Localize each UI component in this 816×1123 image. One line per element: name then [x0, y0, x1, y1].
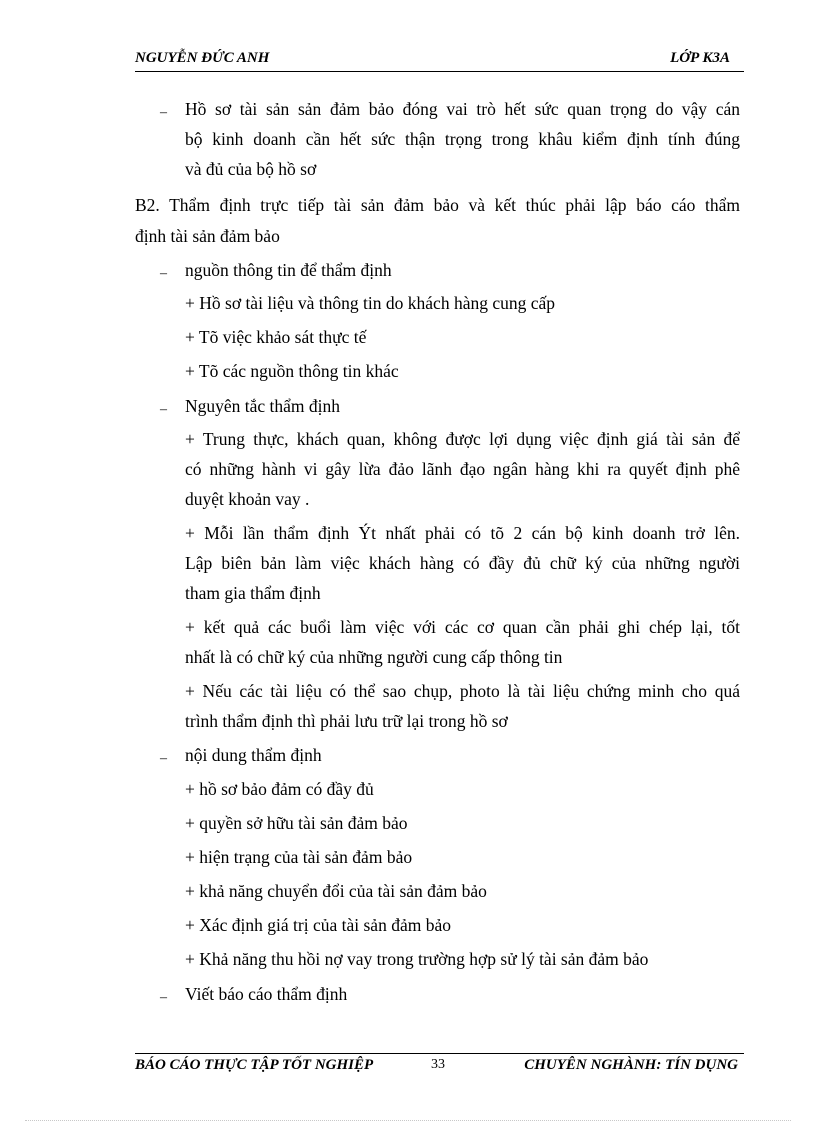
footer-rule	[135, 1053, 744, 1054]
text-line: và đủ của bộ hồ sơ	[185, 159, 317, 179]
bullet-dash-icon: –	[160, 990, 167, 1005]
text-line: B2. Thẩm định trực tiếp tài sản đảm bảo và kết thúc phải lập báo cáo thẩm	[135, 195, 740, 215]
text-line: nguồn thông tin để thẩm định	[185, 260, 392, 280]
text-line: + Xác định giá trị của tài sản đảm bảo	[185, 915, 451, 935]
bullet-dash-icon: –	[160, 751, 167, 766]
page-header	[135, 50, 744, 70]
text-line: + khả năng chuyển đổi của tài sản đảm bảo	[185, 881, 487, 901]
bullet-dash-icon: –	[160, 105, 167, 120]
text-line: + Tõ các nguồn thông tin khác	[185, 361, 399, 381]
text-line: + kết quả các buổi làm việc với các cơ quan cần phải ghi chép lại, tốt	[185, 617, 740, 637]
page-footer	[135, 1057, 744, 1077]
text-line: nội dung thẩm định	[185, 745, 322, 765]
text-line: + Tõ việc khảo sát thực tế	[185, 327, 367, 347]
text-line: Hồ sơ tài sản sản đảm bảo đóng vai trò hết sức quan trọng do vậy cán	[185, 99, 740, 119]
bullet-dash-icon: –	[160, 266, 167, 281]
page-number: 33	[431, 1057, 445, 1072]
text-line: có những hành vi gây lừa đảo lãnh đạo ngân hàng khi ra quyết định phê	[185, 459, 740, 479]
page-bottom-divider	[25, 1120, 791, 1121]
text-line: bộ kinh doanh cần hết sức thận trọng trong khâu kiểm định tính đúng	[185, 129, 740, 149]
text-line: + hiện trạng của tài sản đảm bảo	[185, 847, 413, 867]
text-line: + Nếu các tài liệu có thể sao chụp, photo là tài liệu chứng minh cho quá	[185, 681, 740, 701]
header-author: NGUYỄN ĐỨC ANH	[135, 50, 270, 66]
text-line: Lập biên bản làm việc khách hàng có đầy đủ chữ ký của những người	[185, 553, 740, 573]
text-line: duyệt khoản vay .	[185, 489, 310, 509]
text-line: + hồ sơ bảo đảm có đầy đủ	[185, 779, 374, 799]
text-line: + Khả năng thu hồi nợ vay trong trường hợp sử lý tài sản đảm bảo	[185, 949, 649, 969]
header-rule	[135, 71, 744, 72]
footer-major: CHUYÊN NGHÀNH: TÍN DỤNG	[524, 1057, 738, 1073]
text-line: + Trung thực, khách quan, không được lợi dụng việc định giá tài sản để	[185, 429, 740, 449]
text-line: + quyền sở hữu tài sản đảm bảo	[185, 813, 408, 833]
text-line: nhất là có chữ ký của những người cung cấp thông tin	[185, 647, 563, 667]
text-line: trình thẩm định thì phải lưu trữ lại trong hồ sơ	[185, 711, 508, 731]
footer-report-title: BÁO CÁO THỰC TẬP TỐT NGHIỆP	[135, 1057, 374, 1073]
text-line: + Mỗi lần thẩm định Ýt nhất phải có tõ 2 cán bộ kinh doanh trở lên.	[185, 523, 740, 543]
text-line: Viết báo cáo thẩm định	[185, 984, 348, 1004]
text-line: tham gia thẩm định	[185, 583, 321, 603]
text-line: Nguyên tắc thẩm định	[185, 396, 341, 416]
text-line: định tài sản đảm bảo	[135, 226, 280, 246]
text-line: + Hồ sơ tài liệu và thông tin do khách hàng cung cấp	[185, 293, 556, 313]
bullet-dash-icon: –	[160, 402, 167, 417]
header-class: LỚP K3A	[670, 50, 730, 66]
